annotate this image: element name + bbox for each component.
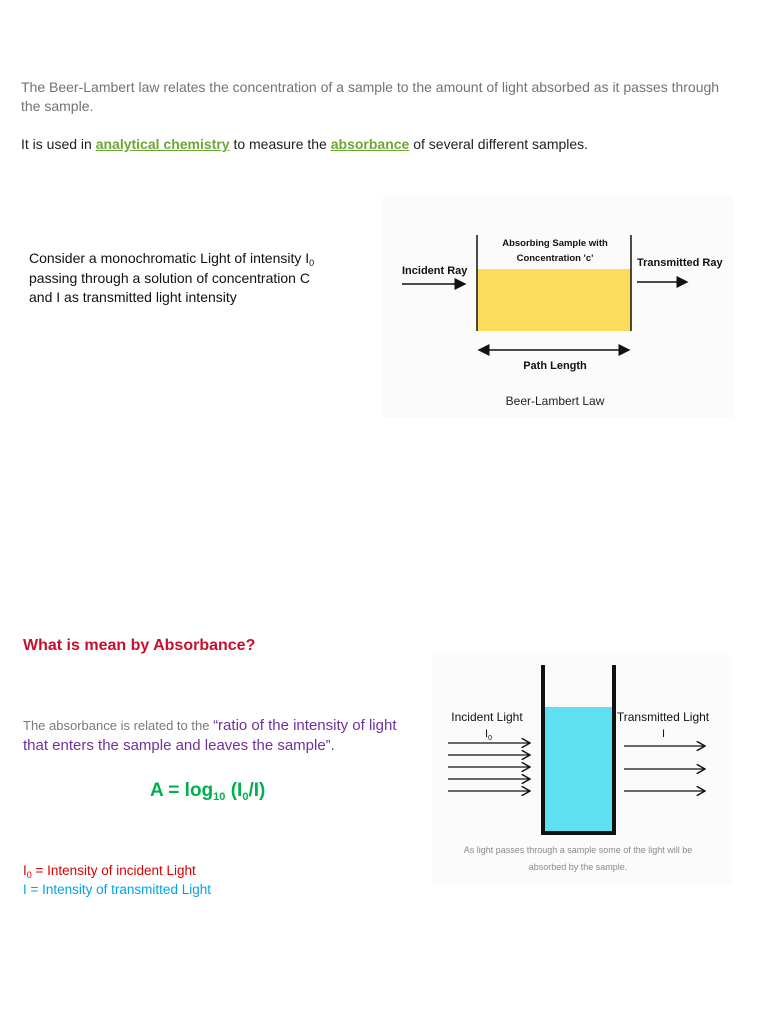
analytical-chemistry-link[interactable]: analytical chemistry <box>95 136 230 152</box>
io-subscript: 0 <box>26 870 32 880</box>
incident-symbol-letter: I <box>485 728 489 740</box>
formula-close: /I) <box>248 780 266 801</box>
consider-line-1-text: Consider a monochromatic Light of intensity I <box>29 250 310 266</box>
figure1-caption: Beer-Lambert Law <box>505 394 605 408</box>
formula-log-base: 10 <box>213 791 226 803</box>
formula-i0-sub: 0 <box>242 791 249 803</box>
io-definition-text: = Intensity of incident Light <box>31 863 196 878</box>
consider-paragraph <box>29 249 349 308</box>
transmitted-light-arrows <box>624 746 705 791</box>
figure2-caption-2: absorbed by the sample. <box>528 862 628 872</box>
transmitted-ray-label: Transmitted Ray <box>637 257 723 269</box>
formula-a: A = log <box>150 780 214 801</box>
beer-lambert-figure <box>383 195 733 418</box>
incident-intensity-definition <box>23 863 196 878</box>
intro-paragraph: The Beer-Lambert law relates the concentration of a sample to the amount of light absorbed as it passes through the sample. <box>21 79 720 114</box>
usage-suffix: of several different samples. <box>409 136 589 152</box>
absorbance-diagram <box>432 655 732 885</box>
sample-liquid <box>543 707 613 831</box>
incident-light-label: Incident Light <box>451 710 523 724</box>
beer-lambert-diagram <box>383 195 733 418</box>
path-length-label: Path Length <box>523 360 587 372</box>
transmitted-intensity-definition: I = Intensity of transmitted Light <box>23 882 211 897</box>
consider-line-3: and I as transmitted light intensity <box>29 289 237 305</box>
io-symbol: I <box>23 863 27 878</box>
absorbance-heading: What is mean by Absorbance? <box>23 637 256 654</box>
sample-label-2: Concentration 'c' <box>516 253 594 264</box>
usage-paragraph <box>21 135 741 154</box>
incident-symbol-sub: 0 <box>488 735 492 742</box>
consider-line-1 <box>29 249 349 269</box>
consider-line-2: passing through a solution of concentration C <box>29 269 310 286</box>
ratio-text: “ratio of the intensity of light that enters the sample and leaves the sample”. <box>23 717 397 754</box>
transmitted-light-symbol: I <box>662 728 666 740</box>
incident-light-arrows <box>448 743 530 791</box>
absorbance-paragraph <box>23 716 413 756</box>
incident-ray-label: Incident Ray <box>402 265 468 277</box>
absorbance-formula <box>150 780 265 802</box>
absorbance-link[interactable]: absorbance <box>330 136 410 152</box>
i0-subscript: 0 <box>309 258 315 268</box>
sample-label-1: Absorbing Sample with <box>502 238 608 249</box>
usage-prefix: It is used in <box>21 136 96 152</box>
absorbance-text-prefix: The absorbance is related to the <box>23 718 214 733</box>
formula-open: (I <box>225 780 243 801</box>
transmitted-light-label: Transmitted Light <box>616 710 710 724</box>
usage-middle: to measure the <box>229 136 331 152</box>
absorbance-figure <box>432 655 732 885</box>
figure2-caption-1: As light passes through a sample some of the light will be <box>463 845 693 855</box>
incident-light-symbol <box>485 728 492 742</box>
absorbing-sample <box>477 269 631 331</box>
